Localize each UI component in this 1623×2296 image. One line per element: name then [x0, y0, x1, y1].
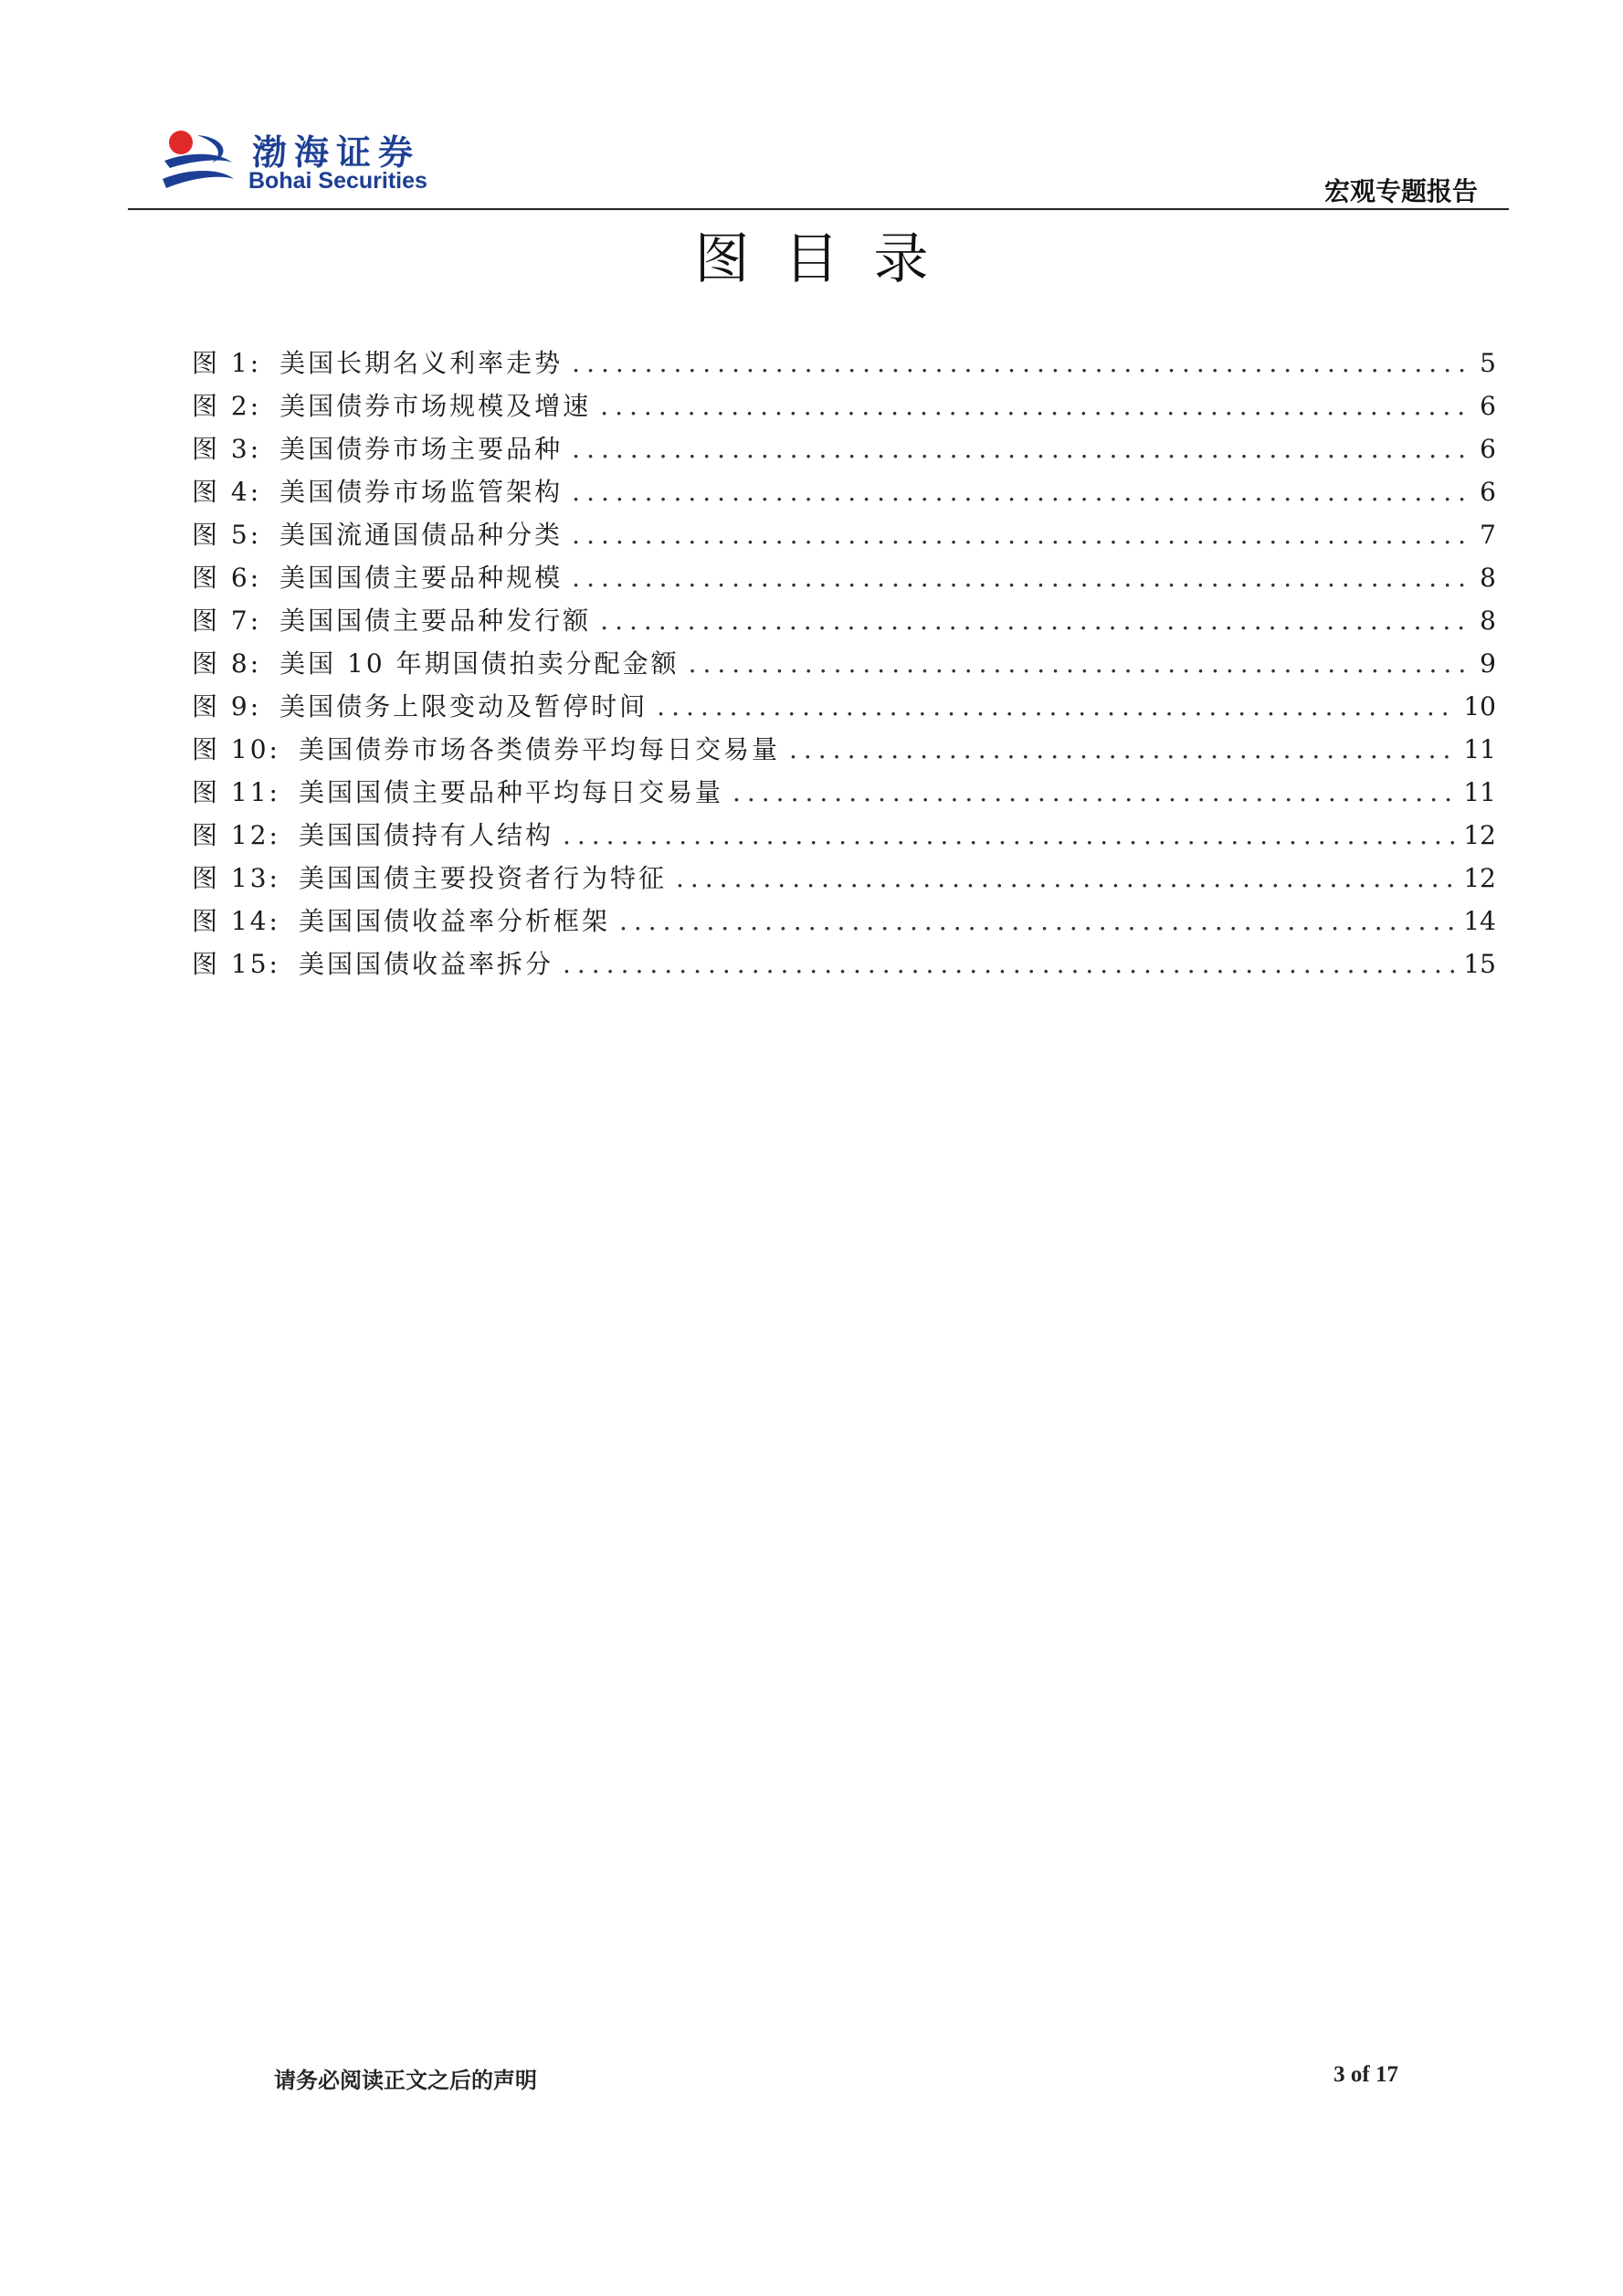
toc-entry[interactable] [192, 427, 1496, 470]
toc-entry-number: 图 6: [192, 563, 262, 593]
toc-entry[interactable] [192, 342, 1496, 384]
toc-entry-number: 图 12: [192, 820, 280, 850]
toc-entry[interactable] [192, 857, 1496, 900]
toc-entry[interactable] [192, 814, 1496, 857]
toc-entry-page: 6 [1480, 477, 1496, 507]
toc-leader-dots [563, 814, 1454, 857]
toc-entry-label [192, 470, 563, 513]
toc-entry-label [192, 513, 563, 556]
toc-entry[interactable] [192, 599, 1496, 642]
toc-entry-label [192, 857, 667, 900]
footer-disclaimer: 请务必阅读正文之后的声明 [274, 2068, 537, 2093]
toc-leader-dots [676, 857, 1454, 900]
toc-leader-dots [657, 685, 1454, 728]
toc-entry-number: 图 11: [192, 777, 280, 807]
toc-entry[interactable] [192, 685, 1496, 728]
logo-english-name: Bohai Securities [248, 168, 427, 194]
bohai-logo-icon [161, 128, 236, 197]
toc-entry-title: 美国 10 年期国债拍卖分配金额 [279, 648, 680, 679]
footer-page-indicator: 3 of 17 [1333, 2062, 1398, 2087]
toc-entry[interactable] [192, 900, 1496, 943]
page-header [128, 126, 1509, 210]
toc-entry-label [192, 900, 610, 943]
toc-entry-label [192, 642, 680, 685]
toc-entry-number: 图 2: [192, 391, 262, 421]
toc-entry-label [192, 599, 591, 642]
toc-entry-number: 图 8: [192, 648, 262, 679]
toc-entry[interactable] [192, 513, 1496, 556]
toc-entry-page: 15 [1463, 949, 1496, 979]
toc-entry-title: 美国国债主要品种规模 [279, 563, 564, 593]
toc-entry-title: 美国债务上限变动及暂停时间 [279, 691, 648, 721]
toc-entry-title: 美国国债主要品种平均每日交易量 [298, 777, 723, 807]
toc-entry-page: 14 [1463, 906, 1496, 936]
report-type-label: 宏观专题报告 [1323, 176, 1478, 206]
header-divider [128, 208, 1509, 210]
company-logo [161, 126, 490, 199]
toc-entry-number: 图 3: [192, 434, 262, 464]
toc-entry-title: 美国国债主要品种发行额 [279, 606, 592, 636]
toc-entry-title: 美国债券市场主要品种 [279, 434, 564, 464]
toc-entry-title: 美国长期名义利率走势 [279, 348, 564, 378]
toc-entry[interactable] [192, 728, 1496, 771]
toc-entry-label [192, 728, 780, 771]
toc-entry-page: 9 [1480, 648, 1496, 679]
toc-entry-page: 12 [1463, 820, 1496, 850]
toc-leader-dots [600, 599, 1469, 642]
logo-chinese-name: 渤海证券 [252, 132, 421, 173]
toc-leader-dots [572, 513, 1469, 556]
toc-entry-number: 图 10: [192, 734, 280, 764]
toc-leader-dots [563, 943, 1454, 985]
toc-entry-page: 7 [1480, 520, 1496, 550]
toc-leader-dots [572, 342, 1469, 384]
toc-entry[interactable] [192, 556, 1496, 599]
toc-entry-page: 12 [1463, 863, 1496, 893]
toc-entry-label [192, 685, 648, 728]
toc-entry-label [192, 943, 553, 985]
toc-entry-number: 图 4: [192, 477, 262, 507]
toc-entry[interactable] [192, 943, 1496, 985]
toc-entry-title: 美国债券市场监管架构 [279, 477, 564, 507]
toc-entry-page: 11 [1463, 777, 1496, 807]
toc-entry-page: 10 [1463, 691, 1496, 721]
toc-entry[interactable] [192, 642, 1496, 685]
toc-entry-number: 图 1: [192, 348, 262, 378]
toc-entry-title: 美国国债收益率分析框架 [298, 906, 610, 936]
toc-entry-title: 美国国债收益率拆分 [298, 949, 553, 979]
toc-title: 图目录 [694, 227, 964, 291]
toc-entry[interactable] [192, 384, 1496, 427]
toc-entry-number: 图 7: [192, 606, 262, 636]
toc-entry-page: 6 [1480, 434, 1496, 464]
toc-entry-label [192, 342, 563, 384]
toc-entry-label [192, 814, 553, 857]
toc-entry-title: 美国国债主要投资者行为特征 [298, 863, 667, 893]
toc-entry-page: 8 [1480, 563, 1496, 593]
toc-entry-page: 6 [1480, 391, 1496, 421]
toc-entry-page: 8 [1480, 606, 1496, 636]
toc-leader-dots [600, 384, 1469, 427]
toc-entry-label [192, 771, 723, 814]
toc-leader-dots [789, 728, 1454, 771]
toc-entry-number: 图 9: [192, 691, 262, 721]
toc-leader-dots [572, 470, 1469, 513]
toc-entry-page: 5 [1480, 348, 1496, 378]
toc-entry-title: 美国债券市场规模及增速 [279, 391, 592, 421]
toc-entry-page: 11 [1463, 734, 1496, 764]
toc-entry[interactable] [192, 771, 1496, 814]
toc-entry-title: 美国国债持有人结构 [298, 820, 553, 850]
toc-entry-title: 美国流通国债品种分类 [279, 520, 564, 550]
toc-leader-dots [619, 900, 1454, 943]
toc-leader-dots [732, 771, 1454, 814]
toc-entry-label [192, 427, 563, 470]
toc-leader-dots [572, 427, 1469, 470]
toc-leader-dots [689, 642, 1469, 685]
toc-entry[interactable] [192, 470, 1496, 513]
toc-entry-label [192, 384, 591, 427]
toc-entry-label [192, 556, 563, 599]
toc-entry-number: 图 5: [192, 520, 262, 550]
figure-toc-list [192, 342, 1496, 985]
toc-entry-number: 图 13: [192, 863, 280, 893]
toc-entry-number: 图 15: [192, 949, 280, 979]
toc-entry-number: 图 14: [192, 906, 280, 936]
toc-leader-dots [572, 556, 1469, 599]
toc-entry-title: 美国债券市场各类债券平均每日交易量 [298, 734, 780, 764]
